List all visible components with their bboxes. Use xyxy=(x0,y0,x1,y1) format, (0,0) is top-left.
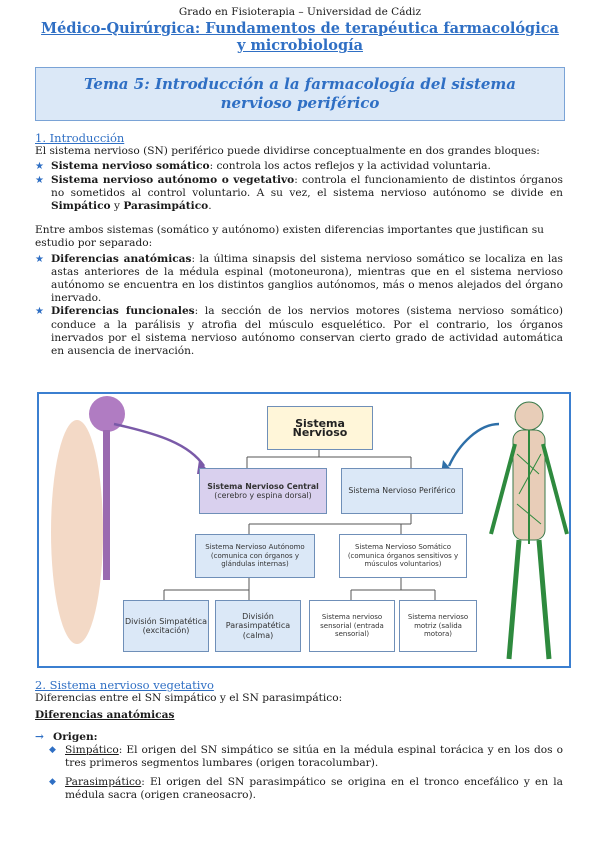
motor-node: Sistema nervioso motriz (salida motora) xyxy=(399,600,477,652)
diamond-bullet-icon: ◆ xyxy=(49,777,56,788)
list-item: ★ Diferencias funcionales: la sección de los nervios motores (sistema nervioso somático) conduce a la parálisis y atrofia del músculo esquelético. Por el contrario, los órganos inervados por el sistema nervioso autónomo conservan cierto grado de actividad automática en ausencia de inervación. xyxy=(35,305,563,358)
nervous-system-diagram xyxy=(37,392,571,668)
origin-label: → Origen: xyxy=(35,730,98,743)
differences-list xyxy=(35,253,563,359)
arrow-right-icon: → xyxy=(35,730,44,743)
sensory-node: Sistema nervioso sensorial (entrada sensorial) xyxy=(309,600,395,652)
page-header: Grado en Fisioterapia – Universidad de Cádiz xyxy=(178,6,422,18)
system-list xyxy=(35,160,563,213)
section1-title: 1. Introducción xyxy=(35,131,125,145)
diamond-bullet-icon: ◆ xyxy=(49,744,56,755)
list-item: ★ Diferencias anatómicas: la última sinapsis del sistema nervioso somático se localiza en las astas anteriores de la médula espinal (motoneurona), mientras que en el sistema nervioso autónomo se encuentra en los distintos ganglios autónomos, más o menos alejados del órgano inervado. xyxy=(35,253,563,306)
section2-intro: Diferencias entre el SN simpático y el SN parasimpático: xyxy=(35,692,343,705)
parasympathetic-node: División Parasimpatética (calma) xyxy=(215,600,301,652)
section1-paragraph2: Entre ambos sistemas (somático y autónomo) existen diferencias importantes que justifican su estudio por separado: xyxy=(35,224,544,250)
topic-box xyxy=(35,67,565,121)
somatic-node: Sistema Nervioso Somático (comunica órganos sensitivos y músculos voluntarios) xyxy=(339,534,467,578)
section-introduction xyxy=(35,132,563,358)
topic-title: Tema 5: Introducción a la farmacología del sistema nervioso periférico xyxy=(83,75,517,112)
section-vegetative xyxy=(35,679,563,803)
section2-title: 2. Sistema nervioso vegetativo xyxy=(35,678,214,692)
section1-intro: El sistema nervioso (SN) periférico puede dividirse conceptualmente en dos grandes bloques: xyxy=(35,145,540,158)
root-node: Sistema Nervioso xyxy=(267,406,373,450)
list-item: ★ Sistema nervioso autónomo o vegetativo: controla el funcionamiento de distintos órganos no sometidos al control voluntario. A su vez, el sistema nervioso autónomo se divide en Simpático y Parasimpático. xyxy=(35,174,563,214)
sympathetic-node: División Simpatética (excitación) xyxy=(123,600,209,652)
list-item: ◆ Simpático: El origen del SN simpático se sitúa en la médula espinal torácica y en los dos o tres primeros segmentos lumbares (origen toracolumbar). xyxy=(49,743,563,770)
section2-subheading: Diferencias anatómicas xyxy=(35,709,175,722)
autonomic-node: Sistema Nervioso Autónomo (comunica con órganos y glándulas internas) xyxy=(195,534,315,578)
list-item: ◆ Parasimpático: El origen del SN parasimpático se origina en el tronco encefálico y en la médula sacra (origen craneosacro). xyxy=(49,776,563,802)
central-node: Sistema Nervioso Central (cerebro y espina dorsal) xyxy=(199,468,327,514)
list-item: ★ Sistema nervioso somático: controla los actos reflejos y la actividad voluntaria. xyxy=(35,160,563,173)
peripheral-node: Sistema Nervioso Periférico xyxy=(341,468,463,514)
course-title: Médico-Quirúrgica: Fundamentos de terapéutica farmacológica y microbiología xyxy=(41,20,559,54)
